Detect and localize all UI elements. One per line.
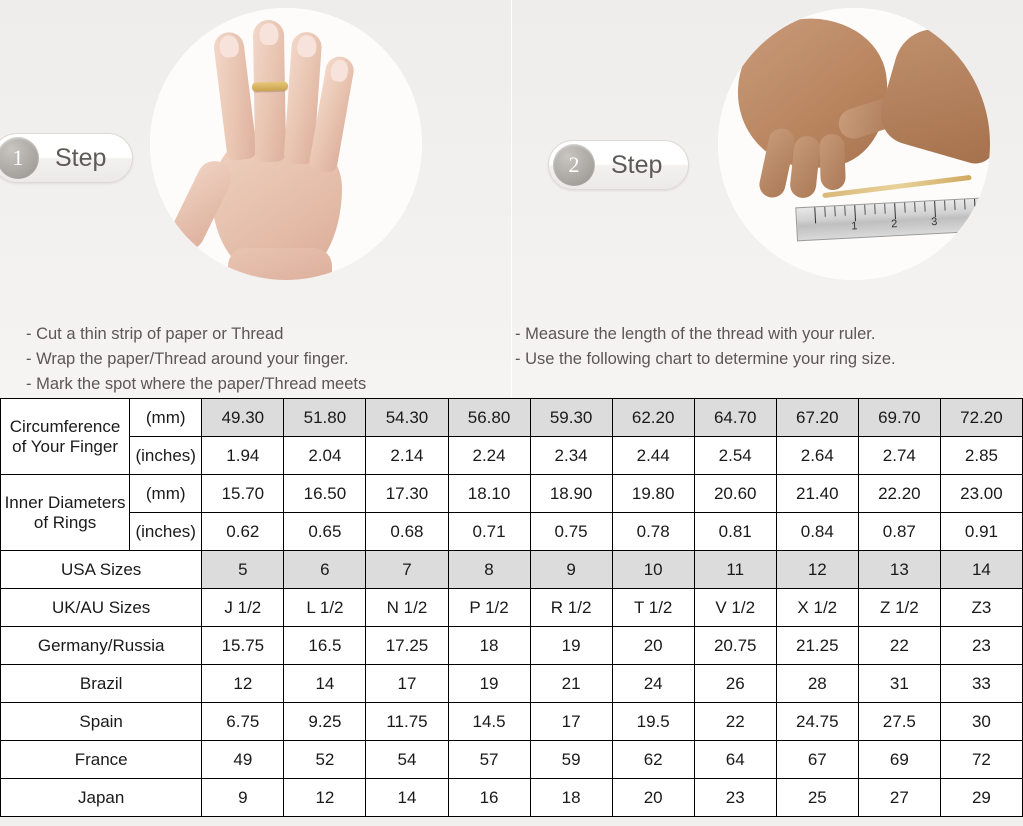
step-2-badge <box>548 140 689 190</box>
cell: 0.91 <box>940 513 1022 551</box>
cell: 20 <box>612 779 694 817</box>
cell: 16.5 <box>284 627 366 665</box>
step-1-photo <box>150 8 422 280</box>
cell: P 1/2 <box>448 589 530 627</box>
cell: 19.80 <box>612 475 694 513</box>
step-2-panel <box>512 0 1023 398</box>
cell: 9 <box>530 551 612 589</box>
cell: N 1/2 <box>366 589 448 627</box>
cell: 0.75 <box>530 513 612 551</box>
cell: 19 <box>530 627 612 665</box>
finger-1 <box>212 31 257 162</box>
cell: 72 <box>940 741 1022 779</box>
cell: 18.90 <box>530 475 612 513</box>
cell: 9 <box>202 779 284 817</box>
step-2-label: Step <box>611 150 663 179</box>
nail-2 <box>259 23 279 45</box>
cell: 49.30 <box>202 399 284 437</box>
row-label-uk-au-sizes: UK/AU Sizes <box>1 589 202 627</box>
hand-wrapping-thread-illustration <box>150 8 422 280</box>
cell: 11.75 <box>366 703 448 741</box>
cell: 62.20 <box>612 399 694 437</box>
unit-inches: (inches) <box>130 437 202 475</box>
cell: 21.40 <box>776 475 858 513</box>
ring-size-chart <box>0 398 1023 817</box>
table-row <box>1 475 1023 513</box>
cell: 0.71 <box>448 513 530 551</box>
measuring-finger-2 <box>789 135 821 199</box>
cell: 5 <box>202 551 284 589</box>
nail-1 <box>218 34 239 58</box>
row-label-usa-sizes: USA Sizes <box>1 551 202 589</box>
cell: 14 <box>366 779 448 817</box>
cell: X 1/2 <box>776 589 858 627</box>
cell: R 1/2 <box>530 589 612 627</box>
cell: 14 <box>284 665 366 703</box>
step-1-number: 1 <box>0 137 39 179</box>
cell: 64.70 <box>694 399 776 437</box>
ruler-icon <box>795 197 990 242</box>
cell: 24.75 <box>776 703 858 741</box>
cell: 67.20 <box>776 399 858 437</box>
cell: 15.75 <box>202 627 284 665</box>
row-label-spain: Spain <box>1 703 202 741</box>
row-label-france: France <box>1 741 202 779</box>
table-row <box>1 627 1023 665</box>
cell: 0.68 <box>366 513 448 551</box>
step-2-instructions <box>515 322 1015 372</box>
cell: 16 <box>448 779 530 817</box>
steps-section <box>0 0 1023 398</box>
cell: 69.70 <box>858 399 940 437</box>
cell: 28 <box>776 665 858 703</box>
cell: 19.5 <box>612 703 694 741</box>
cell: 27.5 <box>858 703 940 741</box>
cell: 22.20 <box>858 475 940 513</box>
step-1-bullet-2: - Wrap the paper/Thread around your finger. <box>26 350 349 368</box>
cell: 20.60 <box>694 475 776 513</box>
unit-mm: (mm) <box>130 399 202 437</box>
cell: 2.44 <box>612 437 694 475</box>
cell: 21.25 <box>776 627 858 665</box>
cell: 19 <box>448 665 530 703</box>
cell: 31 <box>858 665 940 703</box>
cell: 2.04 <box>284 437 366 475</box>
cell: Z 1/2 <box>858 589 940 627</box>
table-row <box>1 779 1023 817</box>
cell: 67 <box>776 741 858 779</box>
cell: 11 <box>694 551 776 589</box>
cell: 2.74 <box>858 437 940 475</box>
cell: 59 <box>530 741 612 779</box>
cell: 2.54 <box>694 437 776 475</box>
cell: 0.78 <box>612 513 694 551</box>
cell: 69 <box>858 741 940 779</box>
unit-inches: (inches) <box>130 513 202 551</box>
cell: 23 <box>694 779 776 817</box>
cell: 17.25 <box>366 627 448 665</box>
table-row <box>1 399 1023 437</box>
cell: 62 <box>612 741 694 779</box>
cell: 9.25 <box>284 703 366 741</box>
cell: 20.75 <box>694 627 776 665</box>
cell: 16.50 <box>284 475 366 513</box>
cell: 27 <box>858 779 940 817</box>
cell: 24 <box>612 665 694 703</box>
cell: 29 <box>940 779 1022 817</box>
ruler-number-1: 1 <box>851 220 858 233</box>
cell: 2.34 <box>530 437 612 475</box>
cell: 22 <box>858 627 940 665</box>
cell: 14.5 <box>448 703 530 741</box>
cell: 0.65 <box>284 513 366 551</box>
cell: T 1/2 <box>612 589 694 627</box>
cell: 21 <box>530 665 612 703</box>
cell: 17.30 <box>366 475 448 513</box>
cell: 57 <box>448 741 530 779</box>
table-row <box>1 665 1023 703</box>
row-label-brazil: Brazil <box>1 665 202 703</box>
table-row <box>1 589 1023 627</box>
cell: 33 <box>940 665 1022 703</box>
cell: 7 <box>366 551 448 589</box>
cell: 8 <box>448 551 530 589</box>
cell: 23.00 <box>940 475 1022 513</box>
cell: 18 <box>448 627 530 665</box>
row-label-germany-russia: Germany/Russia <box>1 627 202 665</box>
unit-mm: (mm) <box>130 475 202 513</box>
wrist <box>228 248 332 280</box>
step-2-bullet-1: - Measure the length of the thread with your ruler. <box>515 325 876 343</box>
cell: 6.75 <box>202 703 284 741</box>
step-1-badge <box>0 133 133 183</box>
cell: 12 <box>202 665 284 703</box>
forearm <box>874 20 990 168</box>
step-1-bullet-1: - Cut a thin strip of paper or Thread <box>26 325 284 343</box>
cell: 17 <box>530 703 612 741</box>
step-1-instructions <box>26 322 496 397</box>
cell: 2.24 <box>448 437 530 475</box>
table-row <box>1 741 1023 779</box>
cell: 49 <box>202 741 284 779</box>
cell: 14 <box>940 551 1022 589</box>
cell: 54.30 <box>366 399 448 437</box>
cell: 23 <box>940 627 1022 665</box>
cell: 52 <box>284 741 366 779</box>
cell: Z3 <box>940 589 1022 627</box>
measuring-finger-3 <box>819 134 846 191</box>
hand-measuring-thread-illustration <box>718 8 990 280</box>
cell: 6 <box>284 551 366 589</box>
step-2-bullet-2: - Use the following chart to determine your ring size. <box>515 350 896 368</box>
cell: V 1/2 <box>694 589 776 627</box>
row-label-inner-diameters: Inner Diameters of Rings <box>1 475 130 551</box>
ruler-number-3: 3 <box>930 215 938 229</box>
cell: 2.14 <box>366 437 448 475</box>
cell: 25 <box>776 779 858 817</box>
row-label-japan: Japan <box>1 779 202 817</box>
cell: 59.30 <box>530 399 612 437</box>
step-2-photo <box>718 8 990 280</box>
step-1-bullet-3: - Mark the spot where the paper/Thread meets <box>26 375 367 393</box>
cell: 22 <box>694 703 776 741</box>
cell: 13 <box>858 551 940 589</box>
nail-3 <box>297 35 317 58</box>
cell: 18.10 <box>448 475 530 513</box>
cell: 26 <box>694 665 776 703</box>
table-row <box>1 437 1023 475</box>
cell: 10 <box>612 551 694 589</box>
cell: 12 <box>776 551 858 589</box>
cell: 12 <box>284 779 366 817</box>
cell: 20 <box>612 627 694 665</box>
cell: 15.70 <box>202 475 284 513</box>
ruler-number-2: 2 <box>890 218 898 231</box>
cell: 2.64 <box>776 437 858 475</box>
table-row <box>1 551 1023 589</box>
cell: 64 <box>694 741 776 779</box>
ruler-number-4: 4 <box>970 213 978 227</box>
cell: J 1/2 <box>202 589 284 627</box>
table-row <box>1 703 1023 741</box>
cell: 51.80 <box>284 399 366 437</box>
cell: 0.84 <box>776 513 858 551</box>
cell: 0.62 <box>202 513 284 551</box>
step-1-label: Step <box>55 143 107 172</box>
cell: 72.20 <box>940 399 1022 437</box>
cell: 1.94 <box>202 437 284 475</box>
cell: L 1/2 <box>284 589 366 627</box>
cell: 30 <box>940 703 1022 741</box>
cell: 0.87 <box>858 513 940 551</box>
nail-4 <box>329 58 350 83</box>
cell: 0.81 <box>694 513 776 551</box>
cell: 18 <box>530 779 612 817</box>
cell: 56.80 <box>448 399 530 437</box>
cell: 2.85 <box>940 437 1022 475</box>
step-1-panel <box>0 0 511 398</box>
row-label-circumference: Circumference of Your Finger <box>1 399 130 475</box>
cell: 54 <box>366 741 448 779</box>
ring-size-chart-wrapper <box>0 398 1023 817</box>
table-row <box>1 513 1023 551</box>
cell: 17 <box>366 665 448 703</box>
step-2-number: 2 <box>553 144 595 186</box>
